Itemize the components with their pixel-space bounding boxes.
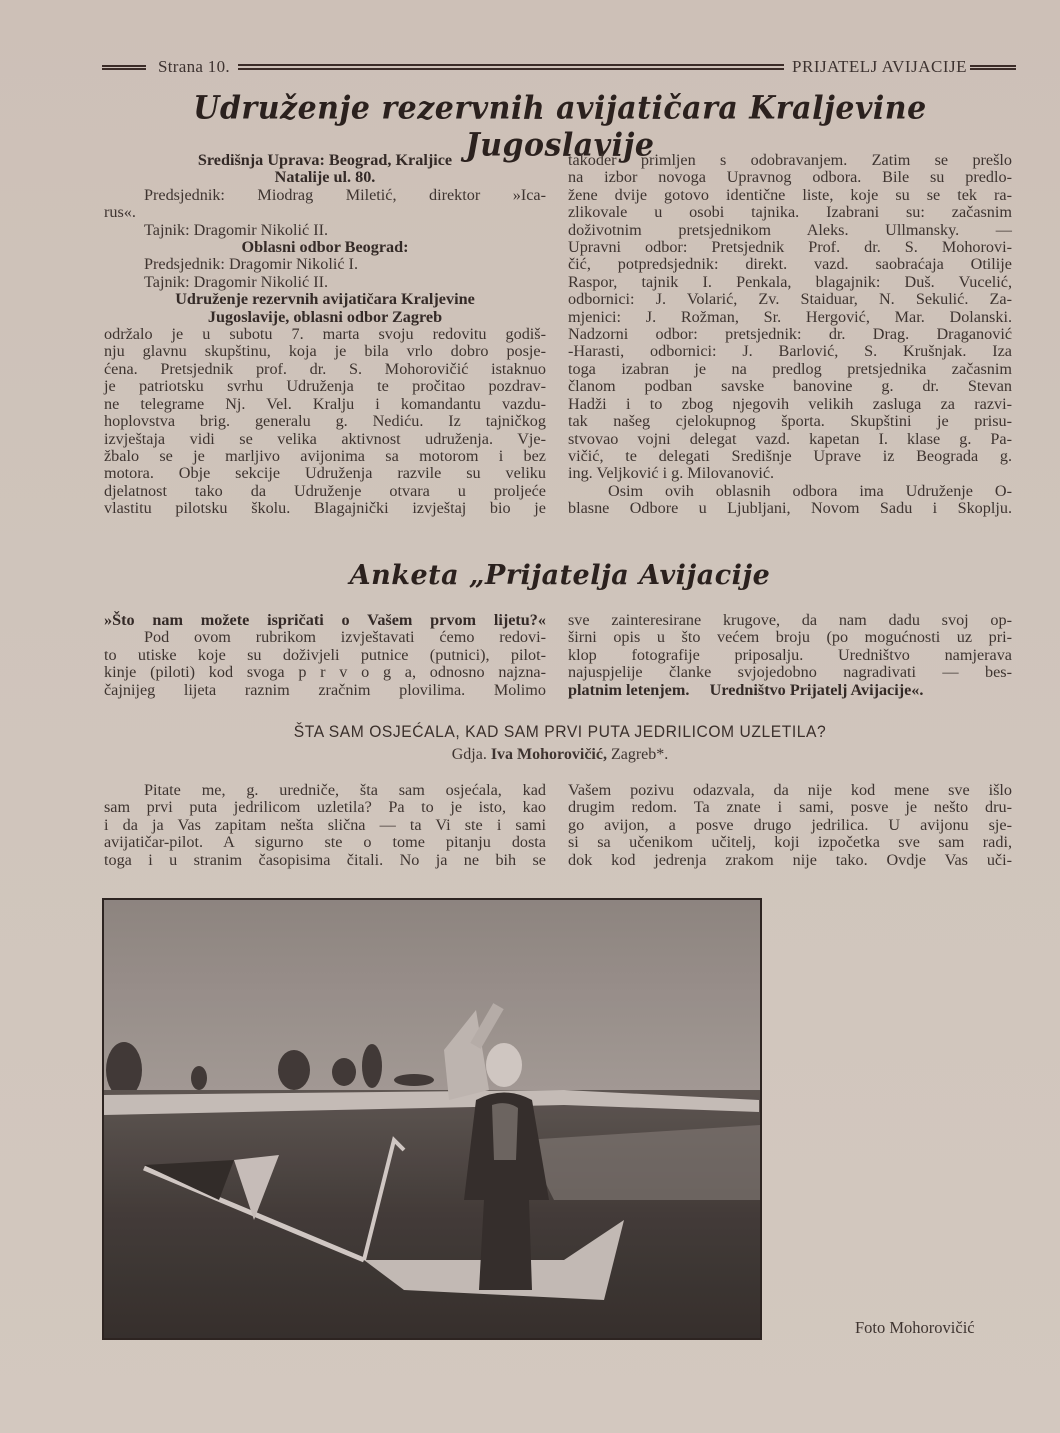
glider-photo	[102, 898, 762, 1340]
photo-caption: Foto Mohorovičić	[855, 1318, 975, 1337]
text-line: vlastitu pilotsku školu. Blagajnički izvještaj bio je	[104, 499, 546, 518]
text-line: Pod ovom rubrikom izvještavati ćemo redovi-	[144, 628, 546, 647]
lead-question: »Što nam možete ispričati o Vašem prvom lijetu?«	[104, 611, 546, 629]
text-line: drugim redom. Ta znate i sami, posve je nešto dru-	[568, 798, 1012, 817]
section-heading: Udruženje rezervnih avijatičara Kraljevine	[175, 290, 475, 309]
header-rule-right	[970, 65, 1016, 70]
text-line: širni opis u što većem broju (po mogućnosti uz pri-	[568, 628, 1012, 647]
article1-left-column	[104, 152, 546, 518]
text-line: Nadzorni odbor: pretsjednik: dr. Drag. Draganović	[568, 325, 1012, 344]
text-line: mjenici: J. Rožman, Sr. Hergović, Mar. Dolanski.	[568, 307, 1012, 326]
text-line: vičić, te delegati Središnje Uprave iz Beograda g.	[568, 446, 1012, 465]
publication-name: PRIJATELJ AVIJACIJE	[792, 57, 967, 76]
text-line: Predsjednik: Miodrag Miletić, direktor »Ica-	[144, 185, 546, 204]
text-line: go avijon, a posve drugo jedrilica. U avijonu sje-	[568, 815, 1012, 834]
header-rule-left	[102, 65, 146, 70]
article2-right-lines	[568, 612, 1012, 682]
text-line: klop fotografije priposalju. Uredništvo namjerava	[568, 645, 1012, 664]
closing-line	[568, 682, 1012, 699]
byline-city: Zagreb*.	[610, 746, 669, 763]
text-line: Upravni odbor: Pretsjednik Prof. dr. S. Mohorovi-	[568, 238, 1012, 257]
text-line: Raspor, tajnik I. Penkala, blagajnik: Duš. Vucelić,	[568, 272, 1012, 291]
article3-byline	[150, 746, 970, 764]
text-line: Osim ovih oblasnih odbora ima Udruženje O-	[608, 481, 1012, 500]
text-line: zlikovale u osobi tajnika. Izabrani su: začasnim	[568, 203, 1012, 222]
text-line: si sa učenikom učitelj, koji izpočetka sve sam radi,	[568, 833, 1012, 852]
text-line: hoplovstva brig. generalu g. Nediću. Iz tajničkog	[104, 412, 546, 431]
closing-bold-text: platnim letenjem.	[568, 680, 690, 699]
section-heading: Jugoslavije, oblasni odbor Zagreb	[207, 307, 443, 326]
text-line: Hadži i to zbog njegovih velikih zasluga za razvi-	[568, 394, 1012, 413]
text-line: doživotnim pretsjednikom Aleks. Ullmansky. —	[568, 220, 1012, 239]
editorial-signature: Uredništvo Prijatelj Avijacije«.	[709, 680, 924, 699]
glider-photo-illustration	[104, 900, 760, 1338]
text-line: izvještaja vidi se velika aktivnost udruženja. Vje-	[104, 429, 546, 448]
text-line: Tajnik: Dragomir Nikolić II.	[144, 272, 329, 291]
text-line: ing. Veljković i g. Milovanović.	[568, 464, 775, 483]
text-line: članom podban savske banovine g. dr. Stevan	[568, 377, 1012, 396]
article2-right-column	[568, 612, 1012, 699]
page-number: Strana 10.	[158, 57, 230, 76]
text-line: žene dvije gotovo identične liste, koje su se tek ra-	[568, 185, 1012, 204]
text-line: toga izabran je na predlog pretsjednika začasnim	[568, 359, 1012, 378]
text-line: to utiske koje su doživjeli putnice (putnici), pilot-	[104, 645, 546, 664]
text-line: održalo je u subotu 7. marta svoju redovitu godiš-	[104, 325, 546, 344]
article3-right-column	[568, 782, 1012, 869]
article-title-survey: Anketa „Prijatelja Avijacije	[349, 560, 771, 591]
text-line: Vašem pozivu odazvala, da nije kod mene sve išlo	[568, 781, 1012, 799]
section-heading: Središnja Uprava: Beograd, Kraljice	[197, 151, 453, 169]
text-line: Predsjednik: Dragomir Nikolić I.	[144, 255, 358, 274]
header-rule-middle	[238, 64, 784, 70]
text-line: sve zainteresirane krugove, da nam dadu svoj op-	[568, 611, 1012, 629]
text-line: također primljen s odobravanjem. Zatim se prešlo	[568, 151, 1012, 169]
byline-author: Iva Mohorovičić,	[490, 746, 607, 763]
article3-headline: ŠTA SAM OSJEĆALA, KAD SAM PRVI PUTA JEDRILICOM UZLETILA?	[293, 722, 827, 741]
text-line: na izbor novoga Upravnog odbora. Bile su predlo-	[568, 168, 1012, 187]
section-heading: Natalije ul. 80.	[274, 168, 376, 187]
text-line: motora. Obje sekcije Udruženja razvile su veliku	[104, 464, 546, 483]
text-line: ne telegrame Nj. Vel. Kralju i komandantu vazdu-	[104, 394, 546, 413]
text-line: Pitate me, g. uredniče, šta sam osjećala, kad	[144, 781, 546, 799]
article2-left-lines	[104, 629, 546, 699]
text-line: toga i u stranim časopisima čitali. No ja ne bih se	[104, 850, 546, 869]
text-line: žbalo se je marljivo avijonima sa motorom i bez	[104, 446, 546, 465]
text-line: avijatičar-pilot. A sigurno ste o tome pitanju dosta	[104, 833, 546, 852]
text-line: nju glavnu skupštinu, koja je bila vrlo dobro posje-	[104, 342, 546, 361]
text-line: Tajnik: Dragomir Nikolić II.	[144, 220, 329, 239]
text-line: tak našeg cjelokupnog športa. Skupštini je prisu-	[568, 412, 1012, 431]
text-line: dok kod jedrenja zrakom nije tako. Ovdje Vas uči-	[568, 850, 1012, 869]
text-line: sam prvi puta jedrilicom uzletila? Pa to je isto, kao	[104, 798, 546, 817]
text-line: najuspjelije članke svjojedobno nagradivati — bes-	[568, 663, 1012, 682]
article-title-association: Udruženje rezervnih avijatičara Kraljevine Jugoslavije	[193, 90, 927, 164]
article3-left-column	[104, 782, 546, 869]
section-heading: Oblasni odbor Beograd:	[241, 238, 409, 257]
text-line: kinje (piloti) kod svoga p r v o g a, odnosno najzna-	[104, 663, 546, 682]
text-line: je patriotsku svrhu Udruženja te pročitao pozdrav-	[104, 377, 546, 396]
article2-left-column	[104, 612, 546, 699]
byline-prefix: Gdja.	[451, 746, 487, 763]
text-line: djelatnost tako da Udruženje otvara u proljeće	[104, 481, 546, 500]
article1-right-column	[568, 152, 1012, 518]
text-line: čajnijeg lijeta raznim zračnim plovilima. Molimo	[104, 680, 546, 699]
text-line: -Harasti, odbornici: J. Barlović, S. Krušnjak. Iza	[568, 342, 1012, 361]
running-header	[102, 56, 1016, 78]
text-line: ćena. Pretsjednik prof. dr. S. Mohorovičić istaknuo	[104, 359, 546, 378]
text-line: blasne Odbore u Ljubljani, Novom Sadu i Skoplju.	[568, 499, 1012, 518]
text-line: rus«.	[104, 203, 136, 222]
text-line: stvovao vojni delegat vazd. kapetan I. klase g. Pa-	[568, 429, 1012, 448]
text-line: odbornici: J. Volarić, Zv. Staiduar, N. Sekulić. Za-	[568, 290, 1012, 309]
text-line: i da ja Vas zapitam nešta slična — ta Vi ste i sami	[104, 815, 546, 834]
text-line: čić, potpredsjednik: direkt. vazd. saobraćaja Otilije	[568, 255, 1012, 274]
